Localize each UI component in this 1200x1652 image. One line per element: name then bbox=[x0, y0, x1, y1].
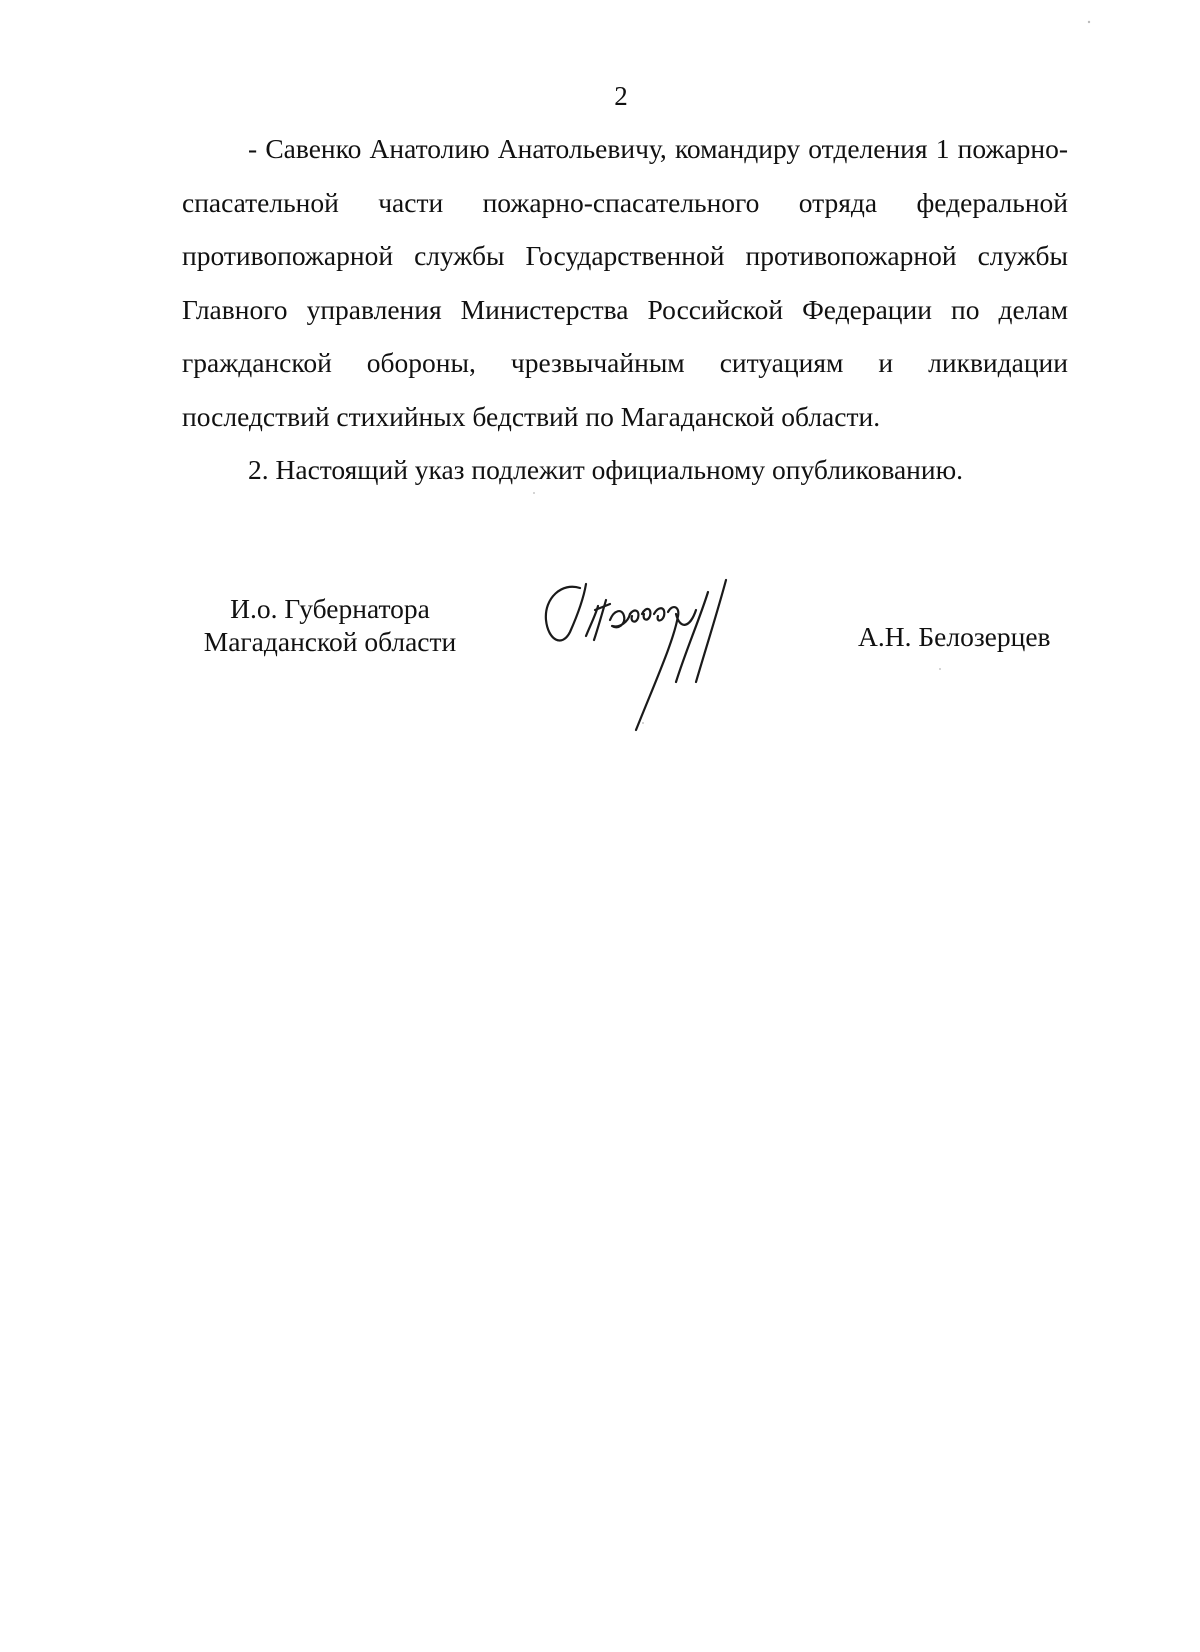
signer-title bbox=[180, 592, 480, 658]
signer-name: А.Н. Белозерцев bbox=[858, 621, 1051, 652]
handwritten-signature bbox=[540, 570, 770, 740]
document-body bbox=[182, 122, 1068, 497]
paragraph-award-recipient: - Савенко Анатолию Анатольевичу, командиру отделения 1 пожарно-спасательной части пожарно-спасательного отряда федеральной противопожарной службы Государственной противопожарной службы Главного управления Министерства Российской Федерации по делам гражданской обороны, чрезвычайным ситуациям и ликвидации последствий стихийных бедствий по Магаданской области. bbox=[182, 133, 1068, 432]
signer-title-line-1: И.о. Губернатора bbox=[230, 593, 430, 624]
page-number: 2 bbox=[614, 81, 628, 111]
signer-title-line-2: Магаданской области bbox=[203, 626, 457, 657]
paragraph-publication-clause: 2. Настоящий указ подлежит официальному опубликованию. bbox=[248, 454, 964, 485]
